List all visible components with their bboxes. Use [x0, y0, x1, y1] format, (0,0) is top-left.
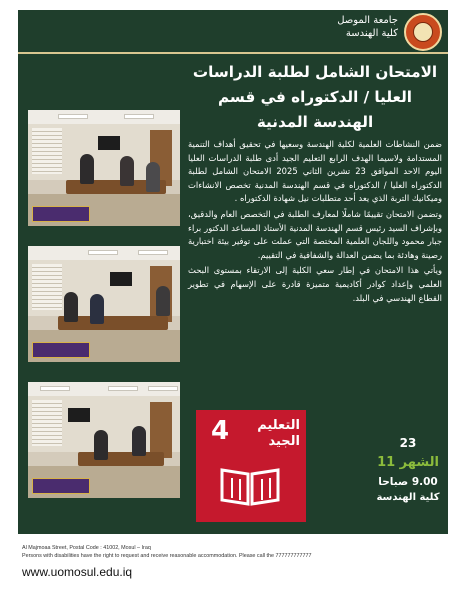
footer-accessibility-note: Persons with disabilities have the right to request and receive reasonable accommodation. Please call the 777777777777: [22, 553, 312, 559]
university-banner: [32, 206, 90, 222]
sdg-number: 4: [210, 416, 230, 446]
university-banner: [32, 342, 90, 358]
announcement-poster: [18, 10, 448, 534]
college-name: كلية الهندسة: [345, 28, 398, 39]
event-photo-2: [28, 246, 180, 362]
footer-address: Al Majmoaa Street, Postal Code : 41002, Mosul – Iraq: [22, 545, 151, 551]
event-place: كلية الهندسة: [376, 492, 440, 503]
event-photo-3: [28, 382, 180, 498]
paragraph-2: وتضمن الامتحان تقييمًا شاملًا لمعارف الطلبة في التخصص العام والدقيق، وبإشراف السيد رئيس قسم الهندسة المدنية الأستاذ المساعد الدكتور براء جبار محمود واللجان العلمية المختصة التي عملت على توفير بيئة اختبارية رصينة وهادئة بما يضمن العدالة والشفافية في التقييم.: [188, 208, 442, 260]
paragraph-1: ضمن النشاطات العلمية لكلية الهندسة وسعيها في تحقيق أهداف التنمية المستدامة ولاسيما الهدف الرابع التعليم الجيد أدى طلبة الدراسات العليا اليوم الاحد الموافق 23 تشرين الثاني 2025 الامتحان الشامل لطلبة الدكتوراه العليا / الدكتوراه في قسم الهندسة المدنية تخصص الانشاءات وميكانيك التربة الذي يعد أحد متطلبات نيل شهادة الدكتوراه .: [188, 139, 442, 204]
institution-name: [278, 14, 398, 40]
event-month: الشهر 11: [377, 455, 439, 470]
event-day: 23: [399, 436, 417, 450]
book-pencil-icon: [218, 462, 282, 506]
university-name: جامعة الموصل: [337, 15, 398, 26]
event-details: [374, 434, 442, 506]
poster-title: الامتحان الشامل لطلبة الدراسات العليا / الدكتوراه في قسم الهندسة المدنية: [192, 63, 438, 131]
poster-header: [18, 10, 448, 54]
event-time: 9.00 صباحا: [378, 476, 438, 488]
university-logo: [404, 13, 442, 51]
university-banner: [32, 478, 90, 494]
website-link[interactable]: www.uomosul.edu.iq: [22, 565, 133, 579]
article-body: [188, 138, 442, 307]
footer-info: [22, 544, 442, 560]
event-photo-1: [28, 110, 180, 226]
sdg-goal-4-badge: [196, 410, 306, 522]
sdg-label: التعليم الجيد: [257, 418, 300, 449]
paragraph-3: ويأتي هذا الامتحان في إطار سعي الكلية إلى الارتقاء بمستوى البحث العلمي وإعداد كوادر أكاديمية متميزة قادرة على الإسهام في تطوير القطاع الهندسي في البلد.: [188, 265, 442, 303]
